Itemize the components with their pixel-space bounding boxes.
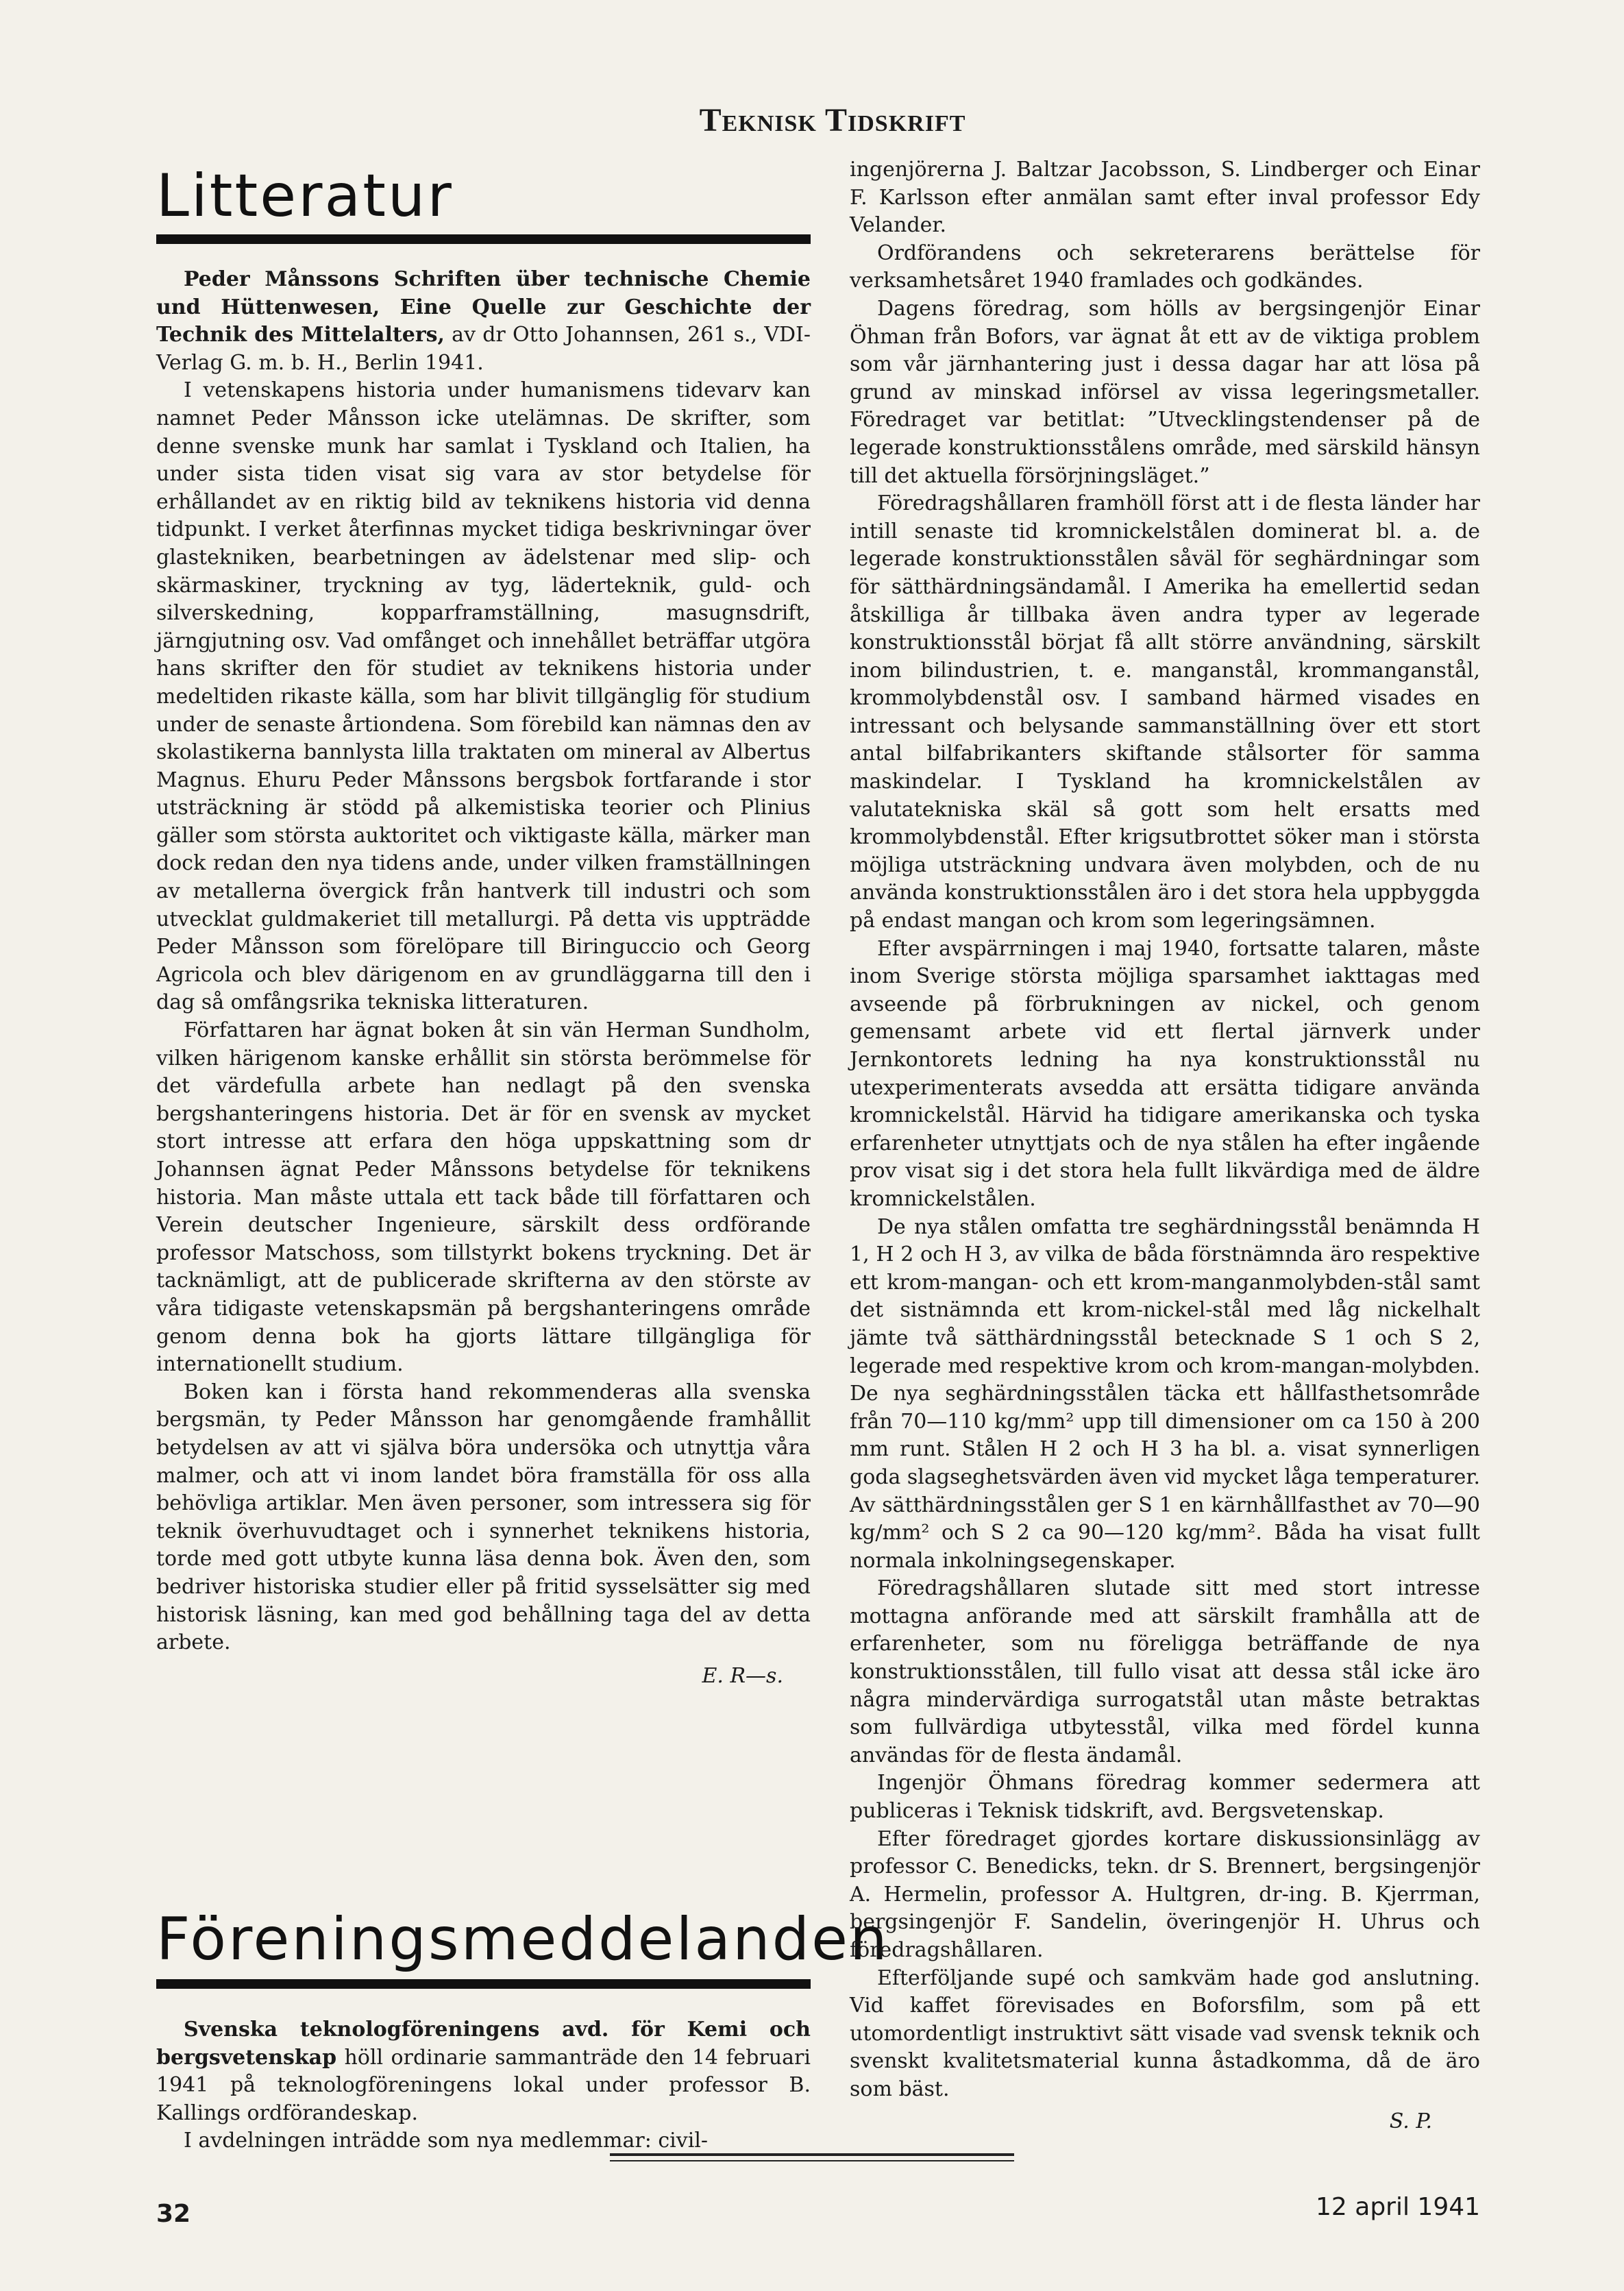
meeting-paragraph: ingenjörerna J. Baltzar Jacobsson, S. Lindberger och Einar F. Karlsson efter anmälan samt efter inval professor Edy Velander. <box>850 158 1480 238</box>
footer-rule <box>610 2160 1014 2161</box>
meeting-signature: S. P. <box>1389 2109 1432 2133</box>
review-book-title: Peder Månssons Schriften über technische Chemie und Hüttenwesen, Eine Quelle zur Geschichte der Technik des Mittelalters, <box>156 267 811 347</box>
section-title-foreningsmeddelanden: Föreningsmeddelanden <box>156 1905 889 1974</box>
meeting-paragraph: Ordförandens och sekreterarens berättelse för verksamhetsåret 1940 framlades och godkändes. <box>850 241 1480 293</box>
meeting-details: höll ordinarie sammanträde den 14 februari 1941 på teknologföreningens lokal under professor B. Kallings ordförandeskap. <box>156 2045 811 2125</box>
section-title-litteratur: Litteratur <box>156 162 454 230</box>
review-paragraph: Boken kan i första hand rekommenderas alla svenska bergsmän, ty Peder Månsson har genomgående framhållit betydelsen av att vi själva böra undersöka och utnyttja våra malmer, och att vi inom landet böra framställa för oss alla behövliga artiklar. Men även personer, som intressera sig för teknik överhuvudtaget och i synnerhet teknikens historia, torde med gott utbyte kunna läsa denna bok. Även den, som bedriver historiska studier eller på fritid sysselsätter sig med historisk läsning, kan med god behållning taga del av detta arbete. <box>156 1380 811 1655</box>
meeting-paragraph: Föredragshållaren slutade sitt med stort intresse mottagna anförande med att särskilt framhålla att de erfarenheter, som nu föreligga beträffande de nya konstruktionsstålen, till fullo visat att dessa stål icke äro några mindervärdiga surrogatstål utan måste betraktas som fullvärdiga utbytesstål, vilka med fördel kunna användas för de flesta ändamål. <box>850 1576 1480 1767</box>
foreningsmeddelanden-body <box>156 2016 811 2155</box>
meeting-paragraph: De nya stålen omfatta tre seghärdningsstål benämnda H 1, H 2 och H 3, av vilka de båda förstnämnda äro respektive ett krom-mangan- och ett krom-manganmolybden-stål samt det sistnämnda ett krom-nickel-stål med låg nickelhalt jämte två sätthärdningsstål betecknade S 1 och S 2, legerade med respektive krom och krom-mangan-molybden. De nya seghärdningsstålen täcka ett hållfasthetsområde från 70—110 kg/mm² upp till dimensioner om ca 150 à 200 mm runt. Stålen H 2 och H 3 ha bl. a. visat synnerligen goda slagseghetsvärden även vid mycket låga temperaturer. Av sätthärdningsstålen ger S 1 en kärnhållfasthet av 70—90 kg/mm² och S 2 ca 90—120 kg/mm². Båda ha visat fullt normala inkolningsegenskaper. <box>850 1214 1480 1573</box>
footer-rule <box>610 2153 1014 2156</box>
meeting-paragraph: Dagens föredrag, som hölls av bergsingenjör Einar Öhman från Bofors, var ägnat åt ett av de viktiga problem som vår järnhantering just i dessa dagar har att lösa på grund av minskad införsel av vissa legeringsmetaller. Föredraget var betitlat: ”Utvecklingstendenser på de legerade konstruktionsstålens område, med särskild hänsyn till det aktuella försörjningsläget.” <box>850 296 1480 488</box>
review-book-details: av dr Otto Johannsen, 261 s., VDI-Verlag G. m. b. H., Berlin 1941. <box>156 323 811 375</box>
meeting-paragraph: I avdelningen inträdde som nya medlemmar: civil- <box>184 2129 709 2153</box>
meeting-paragraph: Efter avspärrningen i maj 1940, fortsatte talaren, måste inom Sverige största möjliga sparsamhet iakttagas med avseende på förbrukningen av nickel, och genom gemensamt arbete vid ett flertal järnverk under Jernkontorets ledning ha nya konstruktionsstål nu utexperimenterats avsedda att ersätta tidigare använda kromnickelstål. Härvid ha tidigare amerikanska och tyska erfarenheter utnyttjats och de nya stålen ha efter ingående prov visat sig i det stora hela fullt likvärdiga med de äldre kromnickelstålen. <box>850 936 1480 1211</box>
meeting-paragraph: Föredragshållaren framhöll först att i de flesta länder har intill senaste tid kromnickelstålen dominerat bl. a. de legerade konstruktionsstålen såväl för seghärdningar som för sätthärdningsändamål. I Amerika ha emellertid sedan åtskilliga år tillbaka även andra typer av legerade konstruktionsstål börjat få allt större användning, särskilt inom bilindustrien, t. e. manganstål, krommanganstål, krommolybdenstål osv. I samband härmed visades en intressant och belysande sammanställning över ett stort antal bilfabrikanters skiftande stålsorter för samma maskindelar. I Tyskland ha kromnickelstålen av valutatekniska skäl så gott som helt ersatts med krommolybdenstål. Efter krigsutbrottet söker man i största möjliga utsträckning undvara även molybden, och de nu använda konstruktionsstålen äro i det stora hela uppbyggda på endast mangan och krom som legeringsämnen. <box>850 491 1480 933</box>
meeting-paragraph: Efter föredraget gjordes kortare diskussionsinlägg av professor C. Benedicks, tekn. dr S. Brennert, bergsingenjör A. Hermelin, professor A. Hultgren, dr-ing. B. Kjerrman, bergsingenjör F. Sandelin, överingenjör H. Uhrus och föredragshållaren. <box>850 1826 1480 1962</box>
masthead: Teknisk Tidskrift <box>699 102 966 138</box>
review-paragraph: I vetenskapens historia under humanismens tidevarv kan namnet Peder Månsson icke utelämnas. De skrifter, som denne svenske munk har samlat i Tyskland och Italien, ha under sista tiden visat sig vara av stor betydelse för erhållandet av en riktig bild av teknikens historia vid denna tidpunkt. I verket återfinnas mycket tidiga beskrivningar över glastekniken, bearbetningen av ädelstenar med slip- och skärmaskiner, tryckning av tyg, läderteknik, guld- och silverskedning, kopparframställning, masugnsdrift, järngjutning osv. Vad omfånget och innehållet beträffar utgöra hans skrifter den för studiet av teknikens historia under medeltiden rikaste källa, som har blivit tillgänglig för studium under de senaste årtiondena. Som förebild kan nämnas den av skolastikerna bannlysta lilla traktaten om mineral av Albertus Magnus. Ehuru Peder Månssons bergsbok fortfarande i stor utsträckning är stödd på alkemistiska teorier och Plinius gäller som största auktoritet och viktigaste källa, märker man dock redan den nya tidens ande, under vilken framställningen av metallerna övergick från hantverk till industri och som utvecklat guldmakeriet till metallurgi. På detta vis uppträdde Peder Månsson som förelöpare till Biringuccio och Georg Agricola och blev därigenom en av grundläggarna till den i dag så omfångsrika tekniska litteraturen. <box>156 378 811 1015</box>
review-citation <box>156 266 811 377</box>
meeting-society: Svenska teknologföreningens avd. för Kemi och bergsvetenskap <box>156 2018 811 2070</box>
issue-date: 12 april 1941 <box>1316 2193 1481 2221</box>
review-signature: E. R—s. <box>702 1663 783 1688</box>
page-number: 32 <box>156 2200 191 2228</box>
review-paragraph: Författaren har ägnat boken åt sin vän Herman Sundholm, vilken härigenom kanske erhållit sin största berömmelse för det värdefulla arbete han nedlagt på den svenska bergshanteringens historia. Det är för en svensk av mycket stort intresse att erfara den höga uppskattning som dr Johannsen ägnat Peder Månssons betydelse för teknikens historia. Man måste uttala ett tack både till författaren och Verein deutscher Ingenieure, särskilt dess ordförande professor Matschoss, som tillstyrkt bokens tryckning. Det är tacknämligt, att de publicerade skrifterna av den störste av våra tidigaste vetenskapsmän på bergshanteringens område genom denna bok ha gjorts lättare tillgängliga för internationellt studium. <box>156 1018 811 1377</box>
meeting-paragraph: Efterföljande supé och samkväm hade god anslutning. Vid kaffet förevisades en Boforsfilm, som på ett utomordentligt instruktivt sätt visade vad svensk teknik och svenskt kvalitetsmaterial kunna åstadkomma, då de äro som bäst. <box>850 1965 1480 2101</box>
section-rule <box>156 234 811 244</box>
section-rule <box>156 1979 811 1989</box>
litteratur-body <box>156 266 811 1688</box>
right-column-body <box>850 156 1480 2133</box>
meeting-paragraph: Ingenjör Öhmans föredrag kommer sedermera att publiceras i Teknisk tidskrift, avd. Bergsvetenskap. <box>850 1771 1480 1824</box>
meeting-intro <box>156 2016 811 2127</box>
